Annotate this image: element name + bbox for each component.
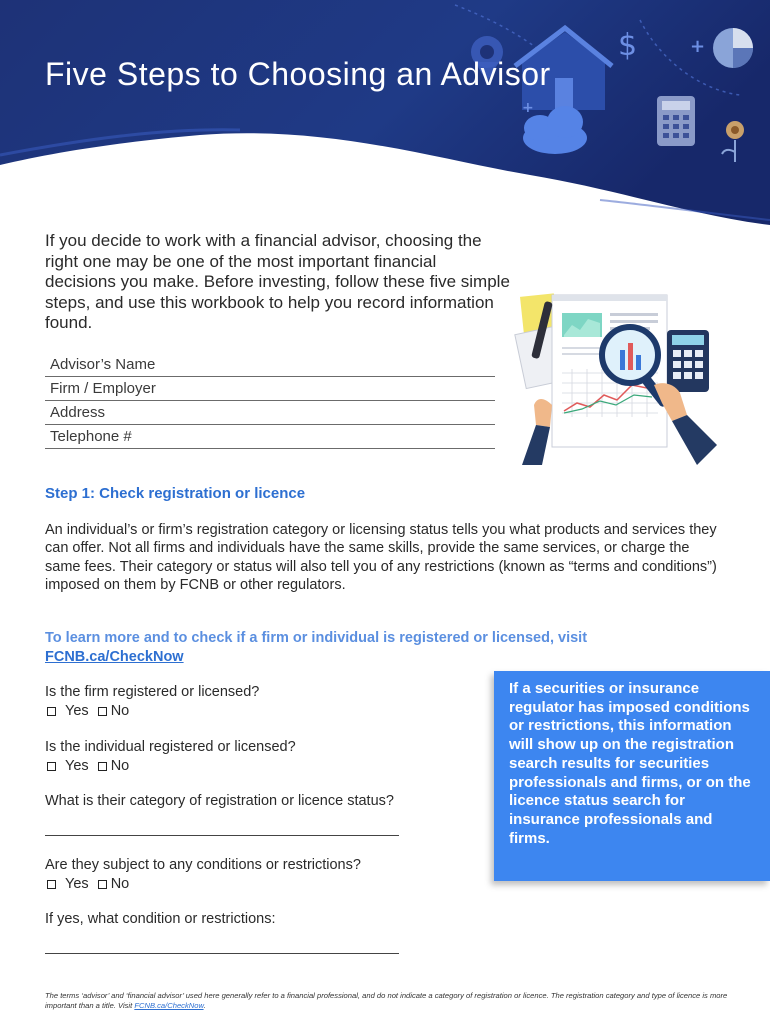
header-banner	[0, 0, 770, 230]
field-label: Advisor’s Name	[50, 356, 156, 373]
question-restrictions-detail	[45, 910, 276, 929]
field-label: Firm / Employer	[50, 380, 156, 397]
yes-label: Yes	[65, 702, 89, 719]
footnote-text: The terms ‘advisor’ and ‘financial advisor’ used here generally refer to a financial professional, and do not indicate a category of registration or licence. The registration category and type of licence is more important than a title. Visit	[45, 991, 728, 1010]
no-checkbox[interactable]	[98, 762, 107, 771]
address-field[interactable]	[45, 401, 495, 425]
check-now-link[interactable]: FCNB.ca/CheckNow	[45, 648, 184, 665]
restrictions-callout: If a securities or insurance regulator has imposed conditions or restrictions, this information will show up on the registration search results for securities professionals and firms, or on the licence status search for insurance professionals and firms.	[494, 671, 770, 881]
question-firm-registered	[45, 683, 259, 720]
dollar-icon: $	[618, 28, 638, 63]
question-text: Is the firm registered or licensed?	[45, 684, 260, 700]
question-text: What is their category of registration or licence status?	[45, 793, 394, 809]
question-text: If yes, what condition or restrictions:	[45, 911, 276, 927]
plus-icon: +	[690, 36, 706, 57]
page-title: Five Steps to Choosing an Advisor	[45, 56, 551, 92]
calculator-icon	[667, 330, 709, 392]
no-label: No	[110, 757, 130, 774]
footnote-end: .	[203, 1001, 206, 1010]
question-text: Are they subject to any conditions or restrictions?	[45, 857, 361, 873]
advisor-info-form	[45, 353, 495, 449]
advisor-name-field[interactable]	[45, 353, 495, 377]
telephone-field[interactable]	[45, 425, 495, 449]
intro-paragraph: If you decide to work with a financial advisor, choosing the right one may be one of the most important financial decisions you make. Before investing, follow these five simple steps, and use this workbook to help you record information found.	[45, 231, 510, 332]
no-label: No	[110, 875, 130, 892]
field-label: Telephone #	[50, 428, 132, 445]
calculator-icon	[657, 96, 695, 146]
pie-chart-icon	[713, 28, 753, 68]
footnote-check-now-link[interactable]: FCNB.ca/CheckNow	[134, 1001, 204, 1010]
no-checkbox[interactable]	[98, 707, 107, 716]
yes-checkbox[interactable]	[47, 880, 56, 889]
header-background	[0, 0, 770, 230]
question-conditions	[45, 856, 361, 893]
category-answer-line[interactable]	[45, 835, 399, 836]
restrictions-answer-line[interactable]	[45, 953, 399, 954]
question-individual-registered	[45, 738, 296, 775]
no-label: No	[110, 702, 130, 719]
check-registration-cta	[45, 629, 705, 666]
question-category-status	[45, 792, 394, 811]
step-1-body: An individual’s or firm’s registration category or licensing status tells you what products and services they can offer. Not all firms and individuals have the same skills, provide the same services, or charge the same fees. Their category or status will also tell you of any restrictions (known as “terms and conditions”) imposed on them by FCNB or other regulators.	[45, 522, 717, 593]
yes-checkbox[interactable]	[47, 762, 56, 771]
field-label: Address	[50, 404, 106, 421]
yes-checkbox[interactable]	[47, 707, 56, 716]
plus-icon: +	[522, 100, 534, 116]
step-1-heading: Step 1: Check registration or licence	[45, 485, 306, 502]
cta-text: To learn more and to check if a firm or individual is registered or licensed, visit	[45, 630, 588, 646]
firm-employer-field[interactable]	[45, 377, 495, 401]
yes-label: Yes	[65, 757, 89, 774]
footnote	[45, 991, 735, 1011]
no-checkbox[interactable]	[98, 880, 107, 889]
question-text: Is the individual registered or licensed?	[45, 739, 296, 755]
financial-review-illustration	[512, 285, 732, 470]
yes-label: Yes	[65, 875, 89, 892]
